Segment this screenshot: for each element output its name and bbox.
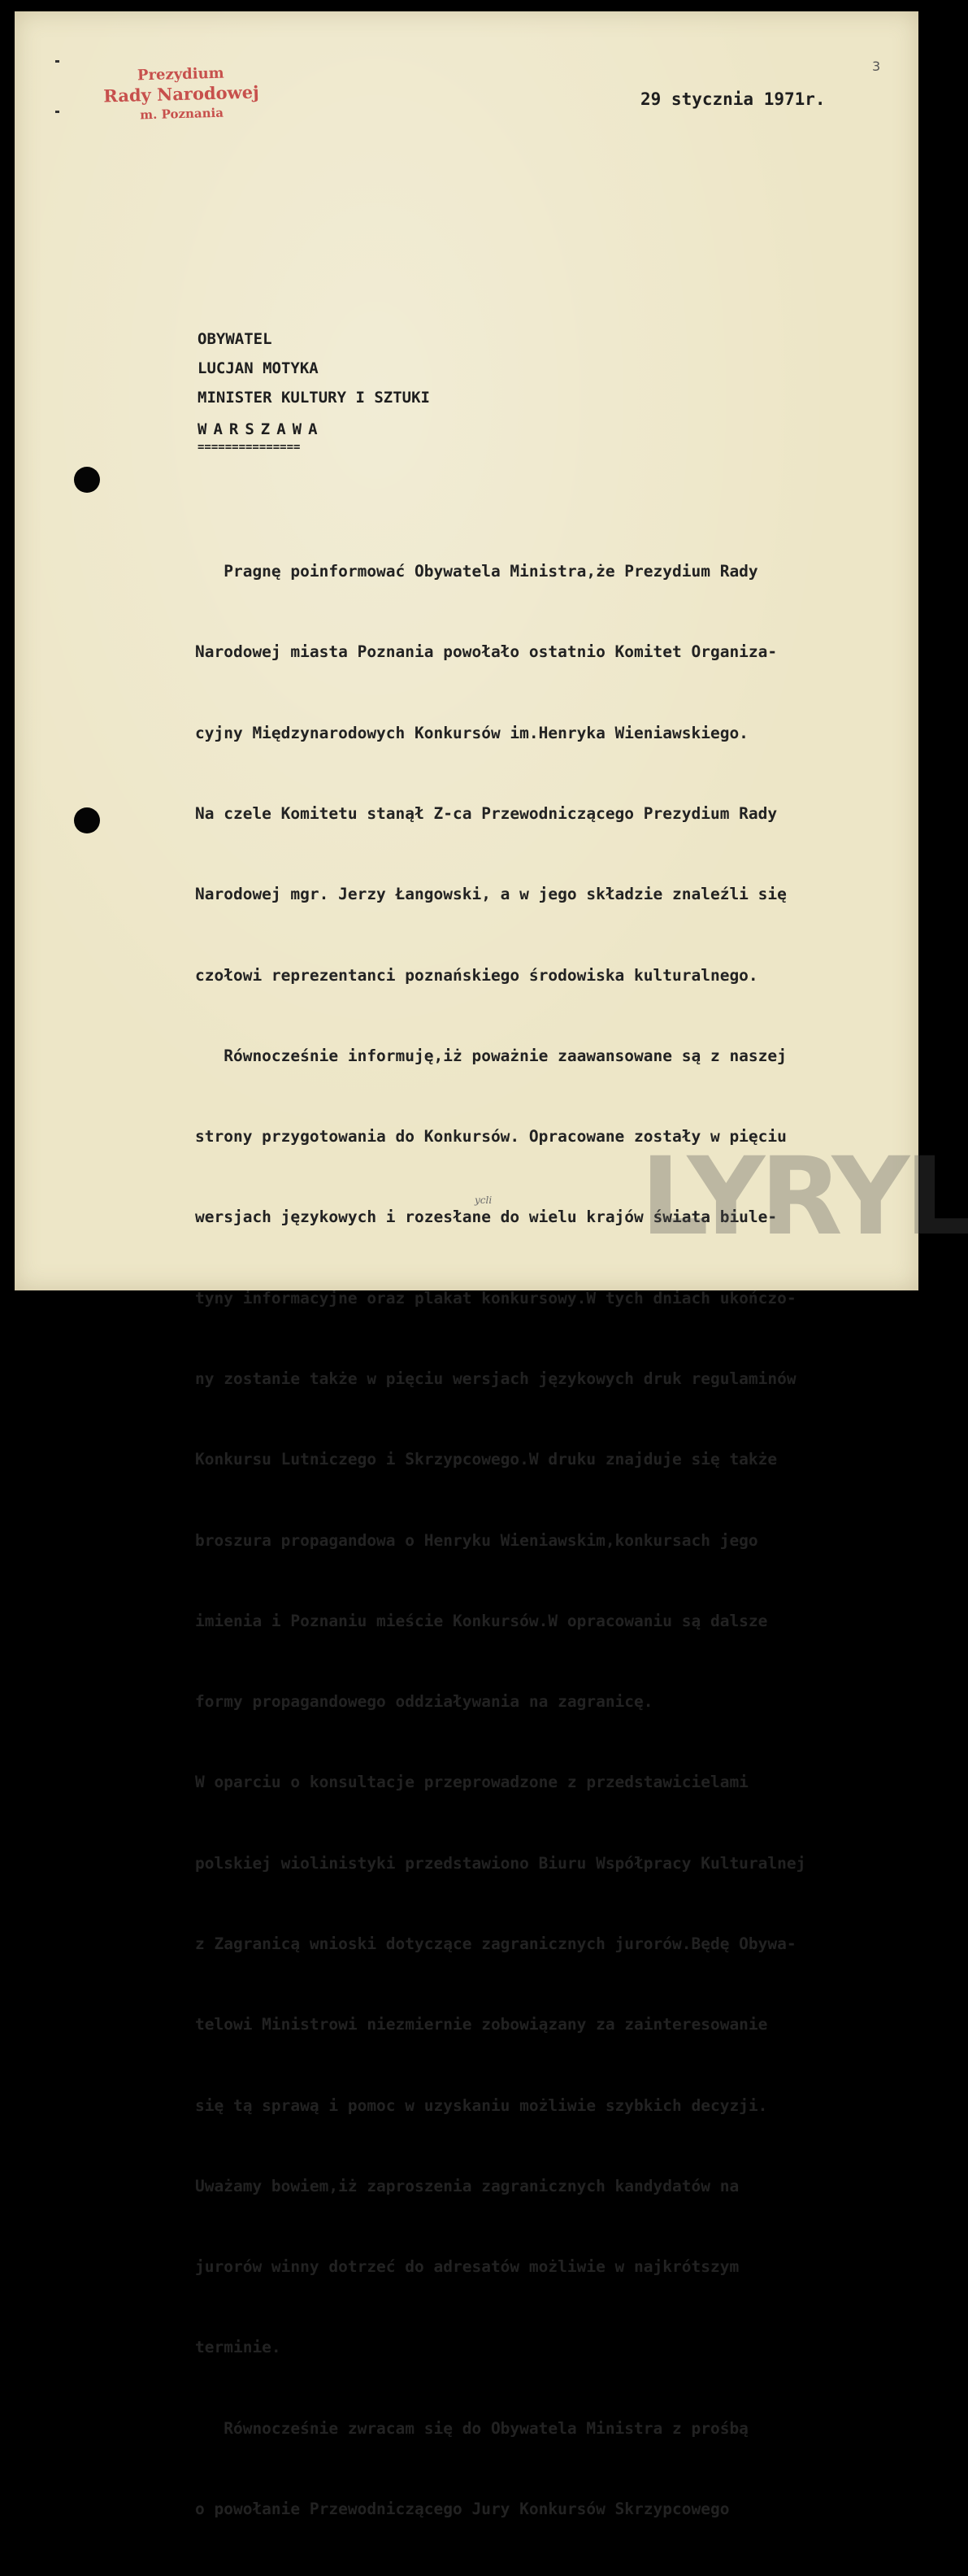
punch-hole — [74, 467, 100, 493]
body-line: się tą sprawą i pomoc w uzyskaniu możliwie szybkich decyzji. — [195, 2095, 768, 2115]
body-line: telowi Ministrowi niezmiernie zobowiązany za zainteresowanie — [195, 2015, 768, 2034]
body-line: Równocześnie zwracam się do Obywatela Ministra z prośbą — [195, 2418, 749, 2438]
stamp-line-2: Rady Narodowej — [103, 81, 259, 107]
body-line: wersjach językowych i rozesłane do wielu krajów świata biule- — [195, 1208, 778, 1227]
body-line: cyjny Międzynarodowych Konkursów im.Henryka Wieniawskiego. — [195, 723, 749, 742]
body-line: o powołanie Przewodniczącego Jury Konkursów Skrzypcowego — [195, 2499, 730, 2518]
body-line: imienia i Poznaniu mieście Konkursów.W opracowaniu są dalsze — [195, 1611, 768, 1630]
addressee-line-2: LUCJAN MOTYKA — [198, 359, 319, 377]
letter-date: 29 stycznia 1971r. — [640, 89, 826, 109]
margin-mark — [55, 60, 59, 63]
body-line: W oparciu o konsultacje przeprowadzone z przedstawicielami — [195, 1773, 749, 1792]
handwritten-note: ycli — [475, 1194, 493, 1206]
body-line: Pragnę poinformować Obywatela Ministra,że Prezydium Rady — [195, 562, 758, 581]
archive-page-number: 3 — [872, 59, 881, 74]
body-line: tyny informacyjne oraz plakat konkursowy.W tych dniach ukończo- — [195, 1288, 797, 1308]
stamp-line-3: m. Poznania — [140, 105, 224, 123]
addressee-line-1: OBYWATEL — [198, 330, 272, 348]
body-line: Uważamy bowiem,iż zaproszenia zagranicznych kandydatów na — [195, 2176, 740, 2195]
body-line: formy propagandowego oddziaływania na zagranicę. — [195, 1692, 653, 1712]
archive-watermark: LYRYL — [640, 1134, 968, 1260]
addressee-block — [198, 324, 430, 453]
body-line: terminie. — [195, 2338, 281, 2357]
body-line: polskiej wiolinistyki przedstawiono Biuru Współpracy Kulturalnej — [195, 1853, 806, 1873]
stamp-line-1: Prezydium — [137, 64, 224, 85]
punch-hole — [74, 807, 100, 833]
addressee-city: WARSZAWA — [198, 420, 324, 438]
body-line: ny zostanie także w pięciu wersjach językowych druk regulaminów — [195, 1369, 797, 1388]
body-line: jurorów winny dotrzeć do adresatów możliwie w najkrótszym — [195, 2257, 740, 2277]
body-line: Narodowej mgr. Jerzy Łangowski, a w jego składzie znaleźli się — [195, 885, 787, 904]
body-line: Narodowej miasta Poznania powołało ostatnio Komitet Organiza- — [195, 642, 778, 662]
margin-mark — [55, 111, 59, 113]
body-line: Równocześnie informuję,iż poważnie zaawansowane są z naszej — [195, 1046, 787, 1065]
body-line: czołowi reprezentanci poznańskiego środowiska kulturalnego. — [195, 965, 758, 985]
addressee-line-3: MINISTER KULTURY I SZTUKI — [198, 389, 430, 407]
body-line: Konkursu Lutniczego i Skrzypcowego.W druku znajduje się także — [195, 1450, 778, 1469]
body-line: Na czele Komitetu stanął Z-ca Przewodniczącego Prezydium Rady — [195, 804, 778, 824]
institution-stamp — [99, 63, 263, 125]
document-page — [15, 11, 968, 2518]
body-line: strony przygotowania do Konkursów. Opracowane zostały w pięciu — [195, 1127, 787, 1147]
letter-body — [195, 504, 910, 2576]
body-line: z Zagranicą wnioski dotyczące zagranicznych jurorów.Będę Obywa- — [195, 1934, 797, 1953]
body-line: broszura propagandowa o Henryku Wieniawskim,konkursach jego — [195, 1530, 758, 1550]
city-underline: =============== — [198, 441, 301, 454]
